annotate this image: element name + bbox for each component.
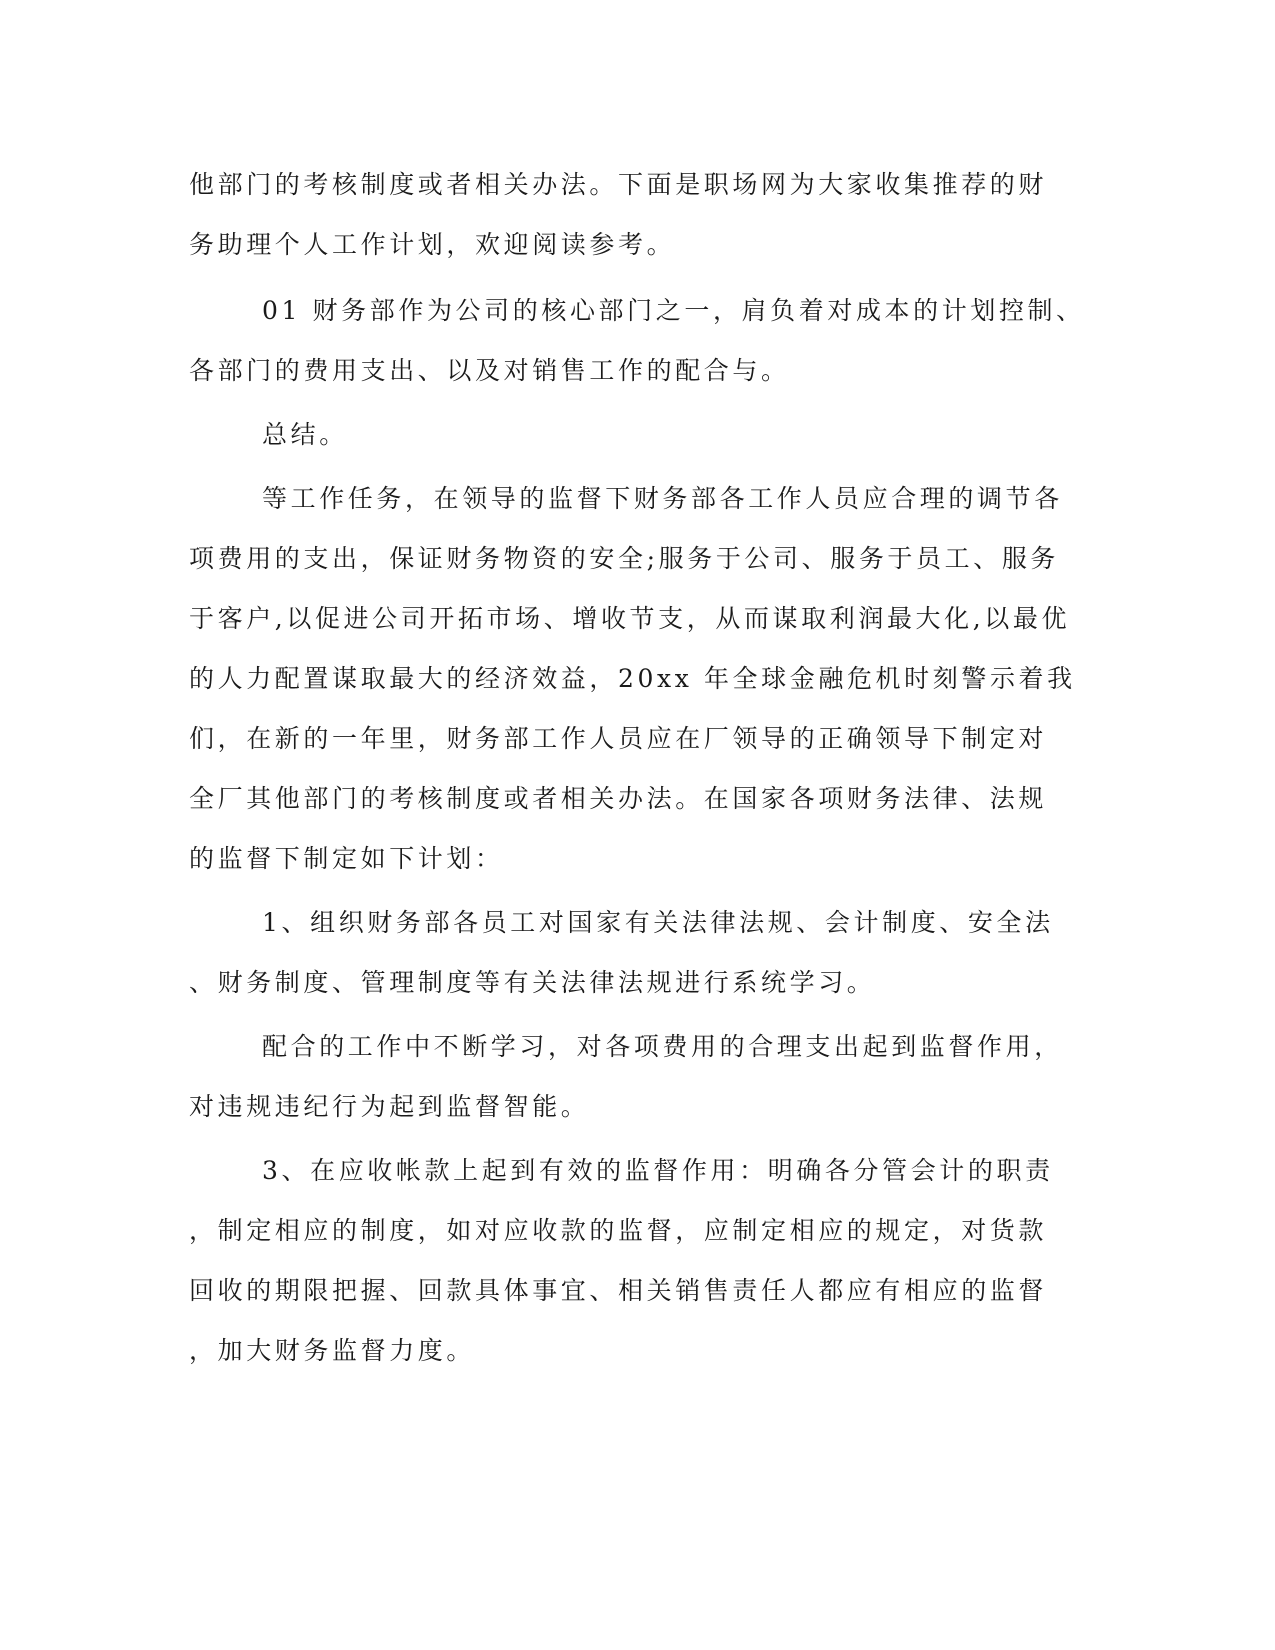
text-line: 1、组织财务部各员工对国家有关法律法规、会计制度、安全法 [262,908,1054,937]
text-line: 全厂其他部门的考核制度或者相关办法。在国家各项财务法律、法规 [189,784,1048,813]
text-line: 的人力配置谋取最大的经济效益，20xx 年全球金融危机时刻警示着我 [189,664,1076,693]
text-line: 务助理个人工作计划，欢迎阅读参考。 [189,230,676,259]
text-line: 对违规违纪行为起到监督智能。 [189,1092,590,1121]
text-line: 配合的工作中不断学习，对各项费用的合理支出起到监督作用， [262,1032,1063,1061]
text-line: ，制定相应的制度，如对应收款的监督，应制定相应的规定，对货款 [189,1216,1048,1245]
text-line: 01 财务部作为公司的核心部门之一，肩负着对成本的计划控制、 [262,296,1085,325]
text-line: ，加大财务监督力度。 [189,1336,476,1365]
text-line: 的监督下制定如下计划： [189,844,504,873]
text-line: 、财务制度、管理制度等有关法律法规进行系统学习。 [189,968,876,997]
text-line: 项费用的支出，保证财务物资的安全;服务于公司、服务于员工、服务 [189,544,1060,573]
text-line: 们，在新的一年里，财务部工作人员应在厂领导的正确领导下制定对 [189,724,1048,753]
text-line: 总结。 [262,420,348,449]
text-line: 他部门的考核制度或者相关办法。下面是职场网为大家收集推荐的财 [189,170,1048,199]
text-line: 各部门的费用支出、以及对销售工作的配合与。 [189,356,790,385]
text-line: 于客户,以促进公司开拓市场、增收节支，从而谋取利润最大化,以最优 [189,604,1071,633]
text-line: 等工作任务，在领导的监督下财务部各工作人员应合理的调节各 [262,484,1063,513]
text-line: 3、在应收帐款上起到有效的监督作用：明确各分管会计的职责 [262,1156,1054,1185]
text-line: 回收的期限把握、回款具体事宜、相关销售责任人都应有相应的监督 [189,1276,1048,1305]
